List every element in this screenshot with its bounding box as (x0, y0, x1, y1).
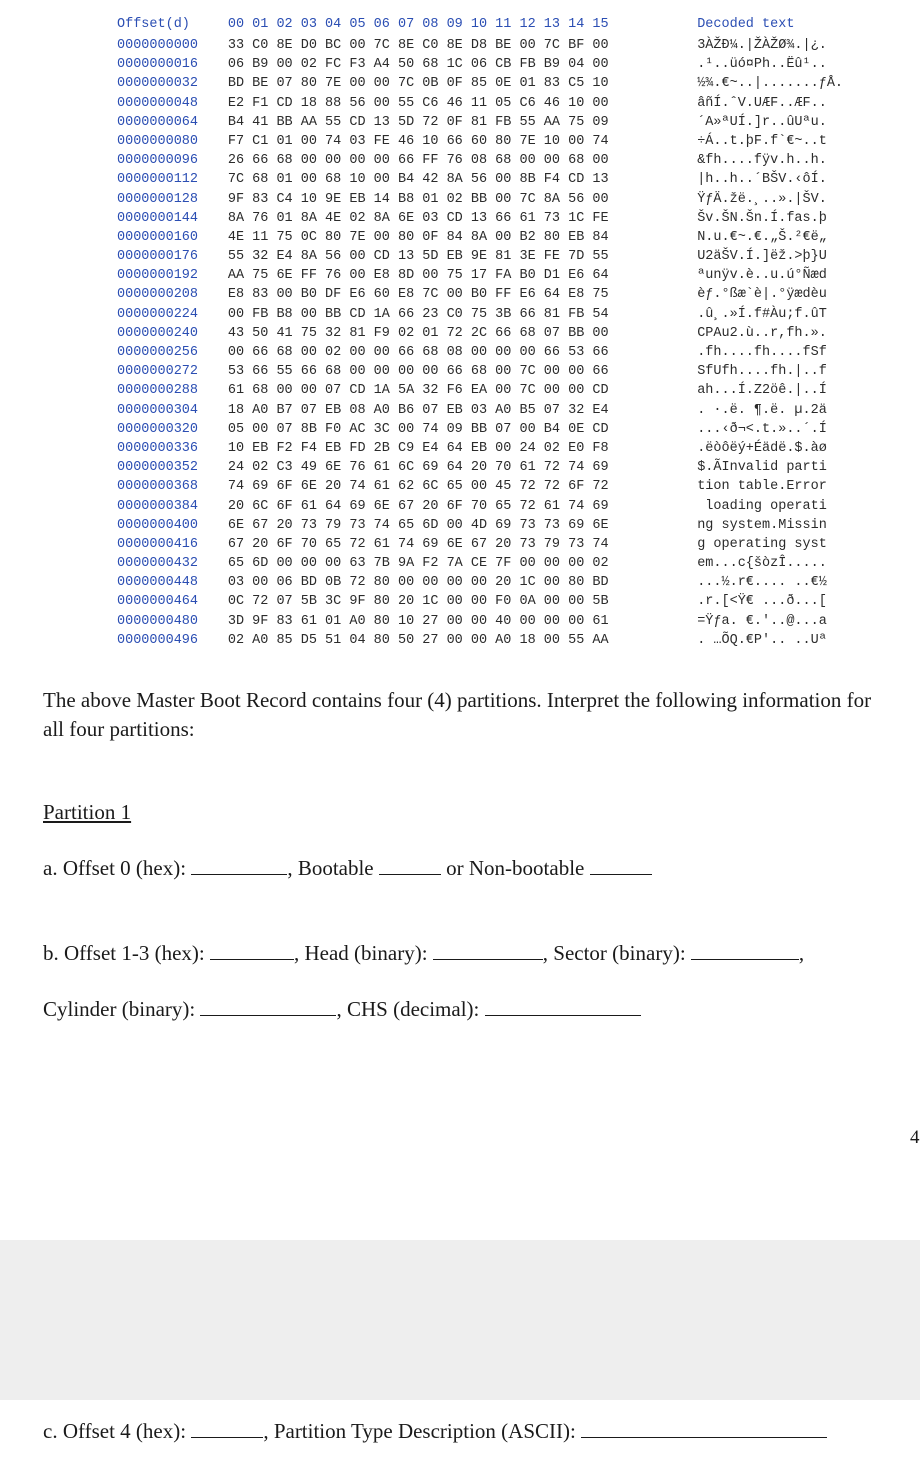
trailing-comma: , (798, 941, 805, 965)
row-offset: 0000000176 (117, 249, 199, 265)
decoded-text-header: Decoded text (697, 17, 795, 32)
row-bytes: E8 83 00 B0 DF E6 60 E8 7C 00 B0 FF E6 64 E8 75 (227, 287, 609, 303)
bootable-answer-blank[interactable] (379, 856, 441, 875)
hex-row (117, 401, 857, 420)
row-bytes: 6E 67 20 73 79 73 74 65 6D 00 4D 69 73 73 69 6E (227, 517, 609, 533)
hex-row (117, 132, 857, 151)
question-a-label: a. Offset 0 (hex): (43, 856, 187, 880)
row-decoded-text: èƒ.°ßæ`è|.°ÿædèu (697, 287, 827, 303)
row-decoded-text: CPAu2.ù..r,fh.». (697, 325, 827, 341)
hex-row (117, 343, 857, 362)
hex-row (117, 113, 857, 132)
hex-rows (117, 36, 857, 650)
hex-row (117, 151, 857, 170)
page-break-band (0, 1240, 920, 1400)
question-b (43, 941, 804, 966)
row-decoded-text: ªunÿv.è..u.ú°Ñæd (697, 268, 827, 284)
hex-row (117, 439, 857, 458)
row-bytes: 53 66 55 66 68 00 00 00 00 66 68 00 7C 00 00 66 (227, 364, 609, 380)
row-offset: 0000000352 (117, 460, 199, 476)
row-decoded-text: .û¸.»Í.f#Àu;f.ûT (697, 306, 827, 322)
row-offset: 0000000272 (117, 364, 199, 380)
row-bytes: 3D 9F 83 61 01 A0 80 10 27 00 00 40 00 00 00 61 (227, 613, 609, 629)
row-bytes: 0C 72 07 5B 3C 9F 80 20 1C 00 00 F0 0A 00 00 5B (227, 594, 609, 610)
bootable-label: , Bootable (287, 856, 374, 880)
row-decoded-text: tion table.Error (697, 479, 827, 495)
hex-row (117, 285, 857, 304)
sector-answer-blank[interactable] (691, 941, 799, 960)
hex-row (117, 324, 857, 343)
row-bytes: 00 66 68 00 02 00 00 66 68 08 00 00 00 66 53 66 (227, 345, 609, 360)
row-offset: 0000000368 (117, 479, 199, 495)
row-decoded-text: . …ÕQ.€P'.. ..Uª (697, 632, 827, 648)
row-decoded-text: em...c{šòzÎ..... (697, 556, 827, 572)
question-a (43, 856, 652, 881)
offset-column-header: Offset(d) (117, 17, 190, 32)
nonbootable-label: or Non-bootable (446, 856, 585, 880)
hex-row (117, 612, 857, 631)
row-decoded-text: |h..h..´BŠV.‹ôÍ. (697, 172, 827, 188)
hex-row (117, 477, 857, 496)
row-offset: 0000000048 (117, 95, 199, 111)
row-offset: 0000000432 (117, 556, 199, 572)
row-offset: 0000000000 (117, 38, 199, 53)
row-bytes: 20 6C 6F 61 64 69 6E 67 20 6F 70 65 72 61 74 69 (227, 498, 609, 514)
hex-row (117, 36, 857, 55)
row-bytes: 61 68 00 00 07 CD 1A 5A 32 F6 EA 00 7C 00 00 CD (227, 383, 609, 399)
hex-row (117, 94, 857, 113)
row-offset: 0000000096 (117, 153, 199, 169)
nonbootable-answer-blank[interactable] (590, 856, 652, 875)
hex-row (117, 228, 857, 247)
row-bytes: B4 41 BB AA 55 CD 13 5D 72 0F 81 FB 55 AA 75 09 (227, 114, 609, 130)
hex-row (117, 305, 857, 324)
row-bytes: 8A 76 01 8A 4E 02 8A 6E 03 CD 13 66 61 73 1C FE (227, 210, 609, 226)
hex-row (117, 497, 857, 516)
row-bytes: 03 00 06 BD 0B 72 80 00 00 00 00 20 1C 00 80 BD (227, 575, 609, 591)
row-decoded-text: .fh....fh....fSf (697, 345, 827, 360)
row-offset: 0000000400 (117, 517, 199, 533)
row-offset: 0000000144 (117, 210, 199, 226)
row-bytes: 06 B9 00 02 FC F3 A4 50 68 1C 06 CB FB B9 04 00 (227, 57, 609, 73)
row-bytes: 05 00 07 8B F0 AC 3C 00 74 09 BB 07 00 B4 0E CD (227, 421, 609, 437)
row-decoded-text: &fh....fÿv.h..h. (697, 153, 827, 169)
offset1-3-answer-blank[interactable] (210, 941, 294, 960)
row-decoded-text: ...½.r€.... ..€½ (697, 575, 827, 591)
row-bytes: 24 02 C3 49 6E 76 61 6C 69 64 20 70 61 72 74 69 (227, 460, 609, 476)
row-decoded-text: ÷Á..t.þF.f`€~..t (697, 133, 827, 149)
row-decoded-text: ah...Í.Z2öê.|..Í (697, 383, 827, 399)
row-offset: 0000000384 (117, 498, 199, 514)
partition-type-answer-blank[interactable] (581, 1419, 827, 1438)
hex-row (117, 573, 857, 592)
row-offset: 0000000256 (117, 345, 199, 360)
hex-row (117, 55, 857, 74)
row-offset: 0000000032 (117, 76, 199, 92)
question-c-label: c. Offset 4 (hex): (43, 1419, 187, 1443)
row-offset: 0000000064 (117, 114, 199, 130)
row-bytes: E2 F1 CD 18 88 56 00 55 C6 46 11 05 C6 46 10 00 (227, 95, 609, 111)
row-decoded-text: .r.[<Ÿ€ ...ð...[ (697, 594, 827, 610)
row-offset: 0000000304 (117, 402, 199, 418)
row-decoded-text: ´A»ªUÍ.]r..ûUªu. (697, 114, 827, 130)
hex-row (117, 535, 857, 554)
row-offset: 0000000208 (117, 287, 199, 303)
hex-row (117, 631, 857, 650)
row-bytes: 4E 11 75 0C 80 7E 00 80 0F 84 8A 00 B2 80 EB 84 (227, 229, 609, 245)
cylinder-label: Cylinder (binary): (43, 997, 196, 1021)
cylinder-answer-blank[interactable] (200, 997, 336, 1016)
row-offset: 0000000464 (117, 594, 199, 610)
hex-row (117, 266, 857, 285)
hex-row (117, 381, 857, 400)
row-decoded-text: =Ÿƒa. €.'..@...a (697, 613, 827, 629)
row-offset: 0000000288 (117, 383, 199, 399)
row-decoded-text: SfUfh....fh.|..f (697, 364, 827, 380)
byte-columns-header: 00 01 02 03 04 05 06 07 08 09 10 11 12 13 14 15 (227, 17, 609, 32)
hex-row (117, 592, 857, 611)
head-answer-blank[interactable] (433, 941, 543, 960)
sector-label: , Sector (binary): (542, 941, 686, 965)
offset4-answer-blank[interactable] (191, 1419, 263, 1438)
row-offset: 0000000496 (117, 632, 199, 648)
row-decoded-text: ng system.Missin (697, 517, 827, 533)
hex-row (117, 362, 857, 381)
row-bytes: 43 50 41 75 32 81 F9 02 01 72 2C 66 68 07 BB 00 (227, 325, 609, 341)
row-decoded-text: U2äŠV.Í.]ëž.>þ}U (697, 249, 827, 265)
hex-row (117, 420, 857, 439)
page-edge-glyph: 4 (910, 1127, 920, 1148)
row-offset: 0000000416 (117, 536, 199, 552)
row-bytes: 9F 83 C4 10 9E EB 14 B8 01 02 BB 00 7C 8A 56 00 (227, 191, 609, 207)
hex-row (117, 247, 857, 266)
hex-row (117, 209, 857, 228)
head-label: , Head (binary): (294, 941, 428, 965)
row-offset: 0000000128 (117, 191, 199, 207)
row-decoded-text: .ëòôëý+Éädë.$.àø (697, 440, 827, 456)
partition-title: Partition 1 (43, 800, 132, 824)
offset0-answer-blank[interactable] (191, 856, 287, 875)
row-bytes: 02 A0 85 D5 51 04 80 50 27 00 00 A0 18 00 55 AA (227, 632, 609, 648)
row-decoded-text: N.u.€~.€.„Š.²€ë„ (697, 229, 827, 245)
hex-row (117, 170, 857, 189)
row-bytes: 7C 68 01 00 68 10 00 B4 42 8A 56 00 8B F4 CD 13 (227, 172, 609, 188)
row-decoded-text: ŸƒÄ.žë.¸..».|ŠV. (697, 191, 827, 207)
row-decoded-text: Šv.ŠN.Šn.Í.fas.þ (697, 210, 827, 226)
row-bytes: AA 75 6E FF 76 00 E8 8D 00 75 17 FA B0 D1 E6 64 (227, 268, 609, 284)
chs-label: , CHS (decimal): (336, 997, 480, 1021)
row-bytes: BD BE 07 80 7E 00 00 7C 0B 0F 85 0E 01 83 C5 10 (227, 76, 609, 92)
row-offset: 0000000080 (117, 133, 199, 149)
hex-dump-view (117, 14, 857, 650)
question-b-continued (43, 997, 641, 1022)
row-offset: 0000000448 (117, 575, 199, 591)
row-bytes: 00 FB B8 00 BB CD 1A 66 23 C0 75 3B 66 81 FB 54 (227, 306, 609, 322)
row-decoded-text: .¹..üó¤Ph..Ëû¹.. (697, 57, 827, 73)
hex-row (117, 516, 857, 535)
row-offset: 0000000192 (117, 268, 199, 284)
question-c (43, 1419, 827, 1444)
row-bytes: 18 A0 B7 07 EB 08 A0 B6 07 EB 03 A0 B5 07 32 E4 (227, 402, 609, 418)
row-offset: 0000000480 (117, 613, 199, 629)
row-bytes: 10 EB F2 F4 EB FD 2B C9 E4 64 EB 00 24 02 E0 F8 (227, 440, 609, 456)
row-offset: 0000000160 (117, 229, 199, 245)
row-decoded-text: $.ÃInvalid parti (697, 460, 827, 476)
chs-answer-blank[interactable] (485, 997, 641, 1016)
question-b-label: b. Offset 1-3 (hex): (43, 941, 205, 965)
row-offset: 0000000112 (117, 172, 199, 188)
row-offset: 0000000240 (117, 325, 199, 341)
hex-row (117, 458, 857, 477)
row-bytes: 65 6D 00 00 00 63 7B 9A F2 7A CE 7F 00 00 00 02 (227, 556, 609, 572)
row-decoded-text: âñÍ.ˆV.UÆF..ÆF.. (697, 95, 827, 111)
row-decoded-text: g operating syst (697, 536, 827, 552)
row-offset: 0000000224 (117, 306, 199, 322)
hex-row (117, 554, 857, 573)
row-bytes: 55 32 E4 8A 56 00 CD 13 5D EB 9E 81 3E FE 7D 55 (227, 249, 609, 265)
row-decoded-text: ...‹ð¬<.t.»..´.Í (697, 421, 827, 437)
row-bytes: 33 C0 8E D0 BC 00 7C 8E C0 8E D8 BE 00 7C BF 00 (227, 38, 609, 53)
row-decoded-text: 3ÀŽÐ¼.|ŽÀŽØ¾.|¿. (697, 38, 827, 53)
row-bytes: 67 20 6F 70 65 72 61 74 69 6E 67 20 73 79 73 74 (227, 536, 609, 552)
row-offset: 0000000016 (117, 57, 199, 73)
row-decoded-text: loading operati (697, 498, 827, 514)
row-decoded-text: ½¾.€~..|.......ƒÅ. (697, 76, 844, 92)
row-offset: 0000000336 (117, 440, 199, 456)
hex-header-row (117, 14, 857, 36)
hex-row (117, 74, 857, 93)
row-decoded-text: . ·.ë. ¶.ë. µ.2ä (697, 402, 827, 418)
row-bytes: 74 69 6F 6E 20 74 61 62 6C 65 00 45 72 72 6F 72 (227, 479, 609, 495)
row-offset: 0000000320 (117, 421, 199, 437)
partition-type-label: , Partition Type Description (ASCII): (263, 1419, 576, 1443)
hex-row (117, 190, 857, 209)
row-bytes: F7 C1 01 00 74 03 FE 46 10 66 60 80 7E 10 00 74 (227, 133, 609, 149)
question-intro: The above Master Boot Record contains four (4) partitions. Interpret the following information for all four partitions: (43, 688, 872, 741)
row-bytes: 26 66 68 00 00 00 00 66 FF 76 08 68 00 00 68 00 (227, 153, 609, 169)
